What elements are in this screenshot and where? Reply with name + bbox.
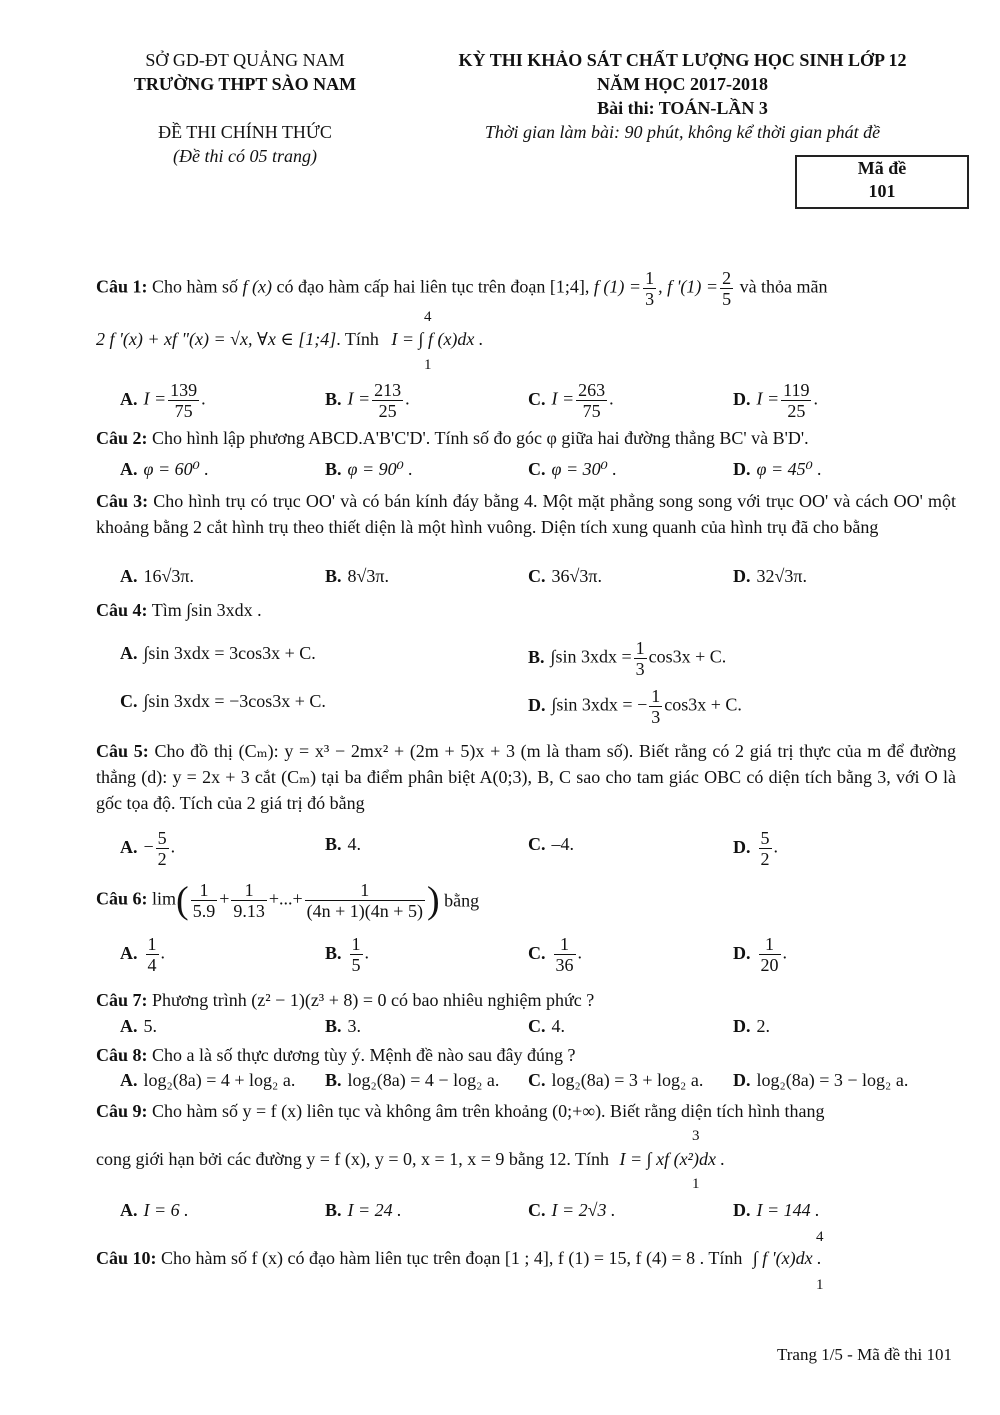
option-letter: D. bbox=[733, 388, 751, 409]
question-1-line2 bbox=[96, 326, 483, 352]
fraction bbox=[576, 380, 607, 421]
question-5-option-c[interactable] bbox=[528, 831, 574, 857]
question-7-option-a[interactable] bbox=[120, 1013, 157, 1039]
option-text: I = 144 . bbox=[756, 1200, 820, 1220]
fraction bbox=[649, 686, 662, 727]
question-1-option-c[interactable]: C. I = $\frac{263}{75}$ . bbox=[528, 380, 614, 421]
numerator: 5 bbox=[760, 828, 770, 848]
question-label: Câu 7: bbox=[96, 990, 148, 1010]
question-1 bbox=[96, 268, 956, 309]
option-text: I = bbox=[347, 388, 371, 409]
question-text: có đạo hàm cấp hai liên tục trên đoạn bbox=[276, 276, 546, 297]
numerator: 1 bbox=[147, 934, 157, 954]
question-label: Câu 10: bbox=[96, 1248, 157, 1268]
question-9-option-a[interactable] bbox=[120, 1197, 189, 1223]
question-9-option-d[interactable] bbox=[733, 1197, 820, 1223]
option-text: log₂(8a) = 3 + log₂ a. bbox=[551, 1070, 704, 1090]
integral-lower-bound: 1 bbox=[424, 357, 432, 373]
denominator: 3 bbox=[635, 659, 645, 679]
question-text: Cho hàm số bbox=[152, 276, 239, 297]
question-3-option-b[interactable] bbox=[325, 563, 389, 589]
question-5-option-a[interactable]: A. − $\frac{5}{2}$ . bbox=[120, 828, 176, 869]
question-text: . Tính bbox=[336, 329, 379, 349]
question-text: Cho hình lập phương ABCD.A'B'C'D'. Tính số đo góc φ giữa hai đường thẳng BC' và B'D'. bbox=[152, 428, 809, 448]
option-text: I = bbox=[551, 388, 575, 409]
option-letter: D. bbox=[733, 1200, 751, 1220]
question-2-option-c[interactable] bbox=[528, 456, 617, 482]
option-letter: A. bbox=[120, 1070, 138, 1090]
option-letter: A. bbox=[120, 836, 138, 857]
exam-code-box bbox=[795, 155, 969, 209]
option-letter: A. bbox=[120, 566, 138, 586]
fraction bbox=[720, 268, 733, 309]
integral-lower-bound: 1 bbox=[692, 1176, 700, 1192]
option-letter: C. bbox=[528, 459, 546, 479]
question-8-option-c[interactable] bbox=[528, 1067, 703, 1093]
question-label: Câu 5: bbox=[96, 741, 149, 761]
denominator: 9.13 bbox=[233, 901, 265, 921]
option-letter: C. bbox=[528, 942, 546, 963]
option-letter: A. bbox=[120, 1200, 138, 1220]
option-text: log₂(8a) = 3 − log₂ a. bbox=[756, 1070, 909, 1090]
integral-expression: I = ∫ xf (x²)dx . bbox=[619, 1149, 725, 1169]
numerator: 2 bbox=[722, 268, 732, 288]
numerator: 139 bbox=[170, 380, 198, 400]
math-expression: , f '(1) = bbox=[658, 276, 719, 297]
question-4-option-b[interactable] bbox=[528, 638, 726, 679]
question-1-option-b[interactable]: B. I = $\frac{213}{25}$ . bbox=[325, 380, 410, 421]
question-text: Phương trình (z² − 1)(z³ + 8) = 0 có bao nhiêu nghiệm phức ? bbox=[152, 990, 595, 1010]
denominator: 5 bbox=[722, 289, 732, 309]
question-label: Câu 9: bbox=[96, 1101, 148, 1121]
question-text: và thỏa mãn bbox=[739, 276, 828, 297]
question-5-option-d[interactable]: D. $\frac{5}{2}$ . bbox=[733, 828, 778, 869]
question-6: Câu 6: lim( $\frac{1}{5.9}$ + $\frac{1}{9.13}$ +...+ $\frac{1}{(4n + 1)(4n + 5)}$ ) bằng bbox=[96, 879, 480, 922]
numerator: 1 bbox=[191, 880, 218, 901]
option-text: φ = 30⁰ . bbox=[551, 459, 617, 479]
fraction bbox=[350, 934, 363, 975]
question-text: bằng bbox=[444, 890, 480, 911]
question-2-option-d[interactable] bbox=[733, 456, 822, 482]
question-text: Cho hàm số y = f (x) liên tục và không âm trên khoảng (0;+∞). Biết rằng diện tích hình thang bbox=[152, 1101, 825, 1121]
right-paren: ) bbox=[426, 879, 440, 922]
option-letter: C. bbox=[528, 1016, 546, 1036]
integral-upper-bound: 3 bbox=[692, 1128, 700, 1144]
question-8-option-b[interactable] bbox=[325, 1067, 499, 1093]
option-text: I = 24 . bbox=[347, 1200, 402, 1220]
option-letter: D. bbox=[528, 694, 546, 715]
option-letter: A. bbox=[120, 643, 138, 663]
numerator: 1 bbox=[351, 934, 361, 954]
question-label: Câu 1: bbox=[96, 276, 148, 297]
integral-upper-bound: 4 bbox=[424, 309, 432, 325]
question-3-option-c[interactable] bbox=[528, 563, 602, 589]
question-2-option-a[interactable] bbox=[120, 456, 209, 482]
question-6-option-d[interactable]: D. $\frac{1}{20}$ . bbox=[733, 934, 787, 975]
numerator: 1 bbox=[305, 880, 425, 901]
question-4-option-a[interactable] bbox=[120, 640, 316, 666]
denominator: 20 bbox=[760, 955, 779, 975]
question-8 bbox=[96, 1042, 956, 1068]
fraction bbox=[305, 880, 425, 921]
option-letter: A. bbox=[120, 459, 138, 479]
numerator: 1 bbox=[554, 934, 576, 955]
question-text: Cho đồ thị (Cₘ): y = x³ − 2mx² + (2m + 5)x + 3 (m là tham số). Biết rằng có 2 giá trị thực của m để đường thẳng (d): y = 2x + 3 cắt (Cₘ) tại ba điểm phân biệt A(0;3), B, C sao cho tam giác OBC có diện tích bằng 3, với O là gốc tọa độ. Tích của 2 giá trị đó bằng bbox=[96, 741, 956, 813]
question-1-option-a[interactable]: A. I = $\frac{139}{75}$ . bbox=[120, 380, 206, 421]
option-text: 2. bbox=[756, 1016, 770, 1036]
denominator: 25 bbox=[787, 401, 806, 421]
fraction bbox=[781, 380, 811, 421]
option-text: 4. bbox=[347, 834, 362, 854]
option-text: 3. bbox=[347, 1016, 362, 1036]
header-left bbox=[95, 48, 395, 168]
fraction bbox=[554, 934, 576, 975]
fraction bbox=[759, 828, 772, 869]
option-letter: B. bbox=[325, 1016, 342, 1036]
ellipsis: +...+ bbox=[268, 888, 303, 909]
denominator: 5 bbox=[351, 955, 361, 975]
page-footer: Trang 1/5 - Mã đề thi 101 bbox=[776, 1345, 952, 1364]
option-letter: C. bbox=[528, 566, 546, 586]
numerator: 213 bbox=[374, 380, 402, 400]
option-text: ∫sin 3xdx = bbox=[550, 646, 632, 667]
question-label: Câu 3: bbox=[96, 491, 149, 511]
option-text: 5. bbox=[143, 1016, 157, 1036]
option-letter: D. bbox=[733, 1070, 751, 1090]
question-3-option-a[interactable] bbox=[120, 563, 194, 589]
denominator: 25 bbox=[378, 401, 397, 421]
fraction bbox=[191, 880, 218, 921]
fraction bbox=[231, 880, 267, 921]
department-name: SỞ GD-ĐT QUẢNG NAM bbox=[145, 50, 345, 70]
question-text: cong giới hạn bởi các đường y = f (x), y = 0, x = 1, x = 9 bằng 12. Tính bbox=[96, 1149, 610, 1169]
option-letter: C. bbox=[528, 1200, 546, 1220]
question-3 bbox=[96, 488, 956, 540]
option-letter: C. bbox=[528, 1070, 546, 1090]
question-3-option-d[interactable] bbox=[733, 563, 807, 589]
header-right bbox=[405, 48, 960, 144]
question-7-option-d[interactable] bbox=[733, 1013, 770, 1039]
integral-expression: ∫ f '(x)dx . bbox=[752, 1248, 822, 1268]
question-label: Câu 8: bbox=[96, 1045, 148, 1065]
option-letter: B. bbox=[325, 388, 342, 409]
question-4 bbox=[96, 597, 956, 623]
option-letter: B. bbox=[325, 834, 342, 854]
option-letter: B. bbox=[325, 1200, 342, 1220]
denominator: (4n + 1)(4n + 5) bbox=[306, 901, 423, 921]
question-9-option-b[interactable] bbox=[325, 1197, 402, 1223]
left-paren: ( bbox=[176, 879, 189, 922]
duration-note: Thời gian làm bài: 90 phút, không kể thời gian phát đề bbox=[484, 122, 881, 142]
numerator: 5 bbox=[157, 828, 167, 848]
question-9-option-c[interactable] bbox=[528, 1197, 616, 1223]
exam-code-label: Mã đề bbox=[857, 158, 907, 178]
question-4-option-d[interactable] bbox=[528, 686, 742, 727]
numerator: 1 bbox=[231, 880, 267, 901]
option-text: φ = 45⁰ . bbox=[756, 459, 822, 479]
fraction bbox=[759, 934, 781, 975]
denominator: 2 bbox=[157, 849, 167, 869]
option-letter: B. bbox=[325, 566, 342, 586]
math-expression: 2 f '(x) + xf "(x) = √x, ∀x ∈ [1;4] bbox=[96, 329, 337, 349]
option-text: 32√3π. bbox=[756, 566, 807, 586]
option-text: –4. bbox=[551, 834, 574, 854]
question-7 bbox=[96, 987, 956, 1013]
question-5-option-b[interactable] bbox=[325, 831, 361, 857]
math-expression: f (1) = bbox=[593, 276, 642, 297]
numerator: 1 bbox=[759, 934, 781, 955]
option-letter: D. bbox=[733, 942, 751, 963]
question-label: Câu 2: bbox=[96, 428, 148, 448]
option-text: φ = 90⁰ . bbox=[347, 459, 413, 479]
question-6-option-a[interactable]: A. $\frac{1}{4}$ . bbox=[120, 934, 165, 975]
option-letter: B. bbox=[528, 646, 545, 667]
math-expression: f (x) bbox=[242, 276, 273, 297]
question-label: Câu 4: bbox=[96, 600, 148, 620]
question-8-option-d[interactable] bbox=[733, 1067, 908, 1093]
denominator: 36 bbox=[555, 955, 574, 975]
option-text: 8√3π. bbox=[347, 566, 389, 586]
fraction bbox=[168, 380, 199, 421]
denominator: 5.9 bbox=[192, 901, 216, 921]
option-text: I = bbox=[143, 388, 167, 409]
question-6-option-c[interactable]: C. $\frac{1}{36}$ . bbox=[528, 934, 582, 975]
question-9 bbox=[96, 1098, 956, 1124]
denominator: 3 bbox=[651, 707, 661, 727]
option-letter: A. bbox=[120, 942, 138, 963]
option-text: I = bbox=[756, 388, 780, 409]
option-letter: D. bbox=[733, 1016, 751, 1036]
option-letter: B. bbox=[325, 942, 342, 963]
numerator: 263 bbox=[578, 380, 606, 400]
question-1-option-d[interactable]: D. I = $\frac{119}{25}$ . bbox=[733, 380, 818, 421]
numerator: 1 bbox=[645, 268, 655, 288]
option-text: 16√3π. bbox=[143, 566, 194, 586]
question-6-option-b[interactable]: B. $\frac{1}{5}$ . bbox=[325, 934, 370, 975]
fraction bbox=[643, 268, 656, 309]
option-text: ∫sin 3xdx = − bbox=[551, 694, 648, 715]
option-text: I = 2√3 . bbox=[551, 1200, 616, 1220]
numerator: 1 bbox=[635, 638, 645, 658]
official-exam-label: ĐỀ THI CHÍNH THỨC bbox=[158, 122, 332, 142]
fraction bbox=[372, 380, 403, 421]
subject: Bài thi: TOÁN-LẦN 3 bbox=[597, 98, 768, 118]
integral-expression: I = ∫ f (x)dx . bbox=[391, 329, 484, 349]
math-expression: [1;4], bbox=[549, 276, 590, 297]
limit-operator: lim bbox=[152, 888, 177, 909]
question-9-line2 bbox=[96, 1146, 725, 1172]
denominator: 3 bbox=[645, 289, 655, 309]
option-letter: C. bbox=[528, 834, 546, 854]
question-2 bbox=[96, 425, 956, 451]
option-letter: D. bbox=[733, 459, 751, 479]
option-letter: C. bbox=[120, 691, 138, 711]
question-5 bbox=[96, 738, 956, 816]
denominator: 4 bbox=[147, 955, 157, 975]
school-year: NĂM HỌC 2017-2018 bbox=[597, 74, 768, 94]
option-letter: A. bbox=[120, 1016, 138, 1036]
question-7-option-c[interactable] bbox=[528, 1013, 565, 1039]
denominator: 2 bbox=[760, 849, 770, 869]
fraction bbox=[634, 638, 647, 679]
option-text: − bbox=[143, 836, 154, 857]
option-text: ∫sin 3xdx = −3cos3x + C. bbox=[143, 691, 326, 711]
fraction bbox=[146, 934, 159, 975]
option-letter: B. bbox=[325, 459, 342, 479]
fraction bbox=[156, 828, 169, 869]
question-10 bbox=[96, 1245, 822, 1271]
numerator: 119 bbox=[783, 380, 810, 400]
denominator: 75 bbox=[174, 401, 193, 421]
option-letter: A. bbox=[120, 388, 138, 409]
option-text: cos3x + C. bbox=[664, 694, 742, 715]
question-label: Câu 6: bbox=[96, 888, 148, 909]
question-text: Tìm ∫sin 3xdx . bbox=[151, 600, 262, 620]
page-count-note: (Đề thi có 05 trang) bbox=[173, 146, 317, 166]
option-text: ∫sin 3xdx = 3cos3x + C. bbox=[143, 643, 316, 663]
integral-upper-bound: 4 bbox=[816, 1229, 824, 1245]
question-text: Cho hàm số f (x) có đạo hàm liên tục trên đoạn [1 ; 4], f (1) = 15, f (4) = 8 . Tính bbox=[161, 1248, 743, 1268]
question-4-option-c[interactable] bbox=[120, 688, 326, 714]
exam-title: KỲ THI KHẢO SÁT CHẤT LƯỢNG HỌC SINH LỚP 12 bbox=[458, 50, 907, 70]
question-2-option-b[interactable] bbox=[325, 456, 413, 482]
option-letter: C. bbox=[528, 388, 546, 409]
numerator: 1 bbox=[651, 686, 661, 706]
option-letter: D. bbox=[733, 566, 751, 586]
option-text: I = 6 . bbox=[143, 1200, 189, 1220]
option-text: φ = 60⁰ . bbox=[143, 459, 209, 479]
denominator: 75 bbox=[582, 401, 601, 421]
school-name: TRƯỜNG THPT SÀO NAM bbox=[133, 74, 357, 94]
option-text: log₂(8a) = 4 + log₂ a. bbox=[143, 1070, 296, 1090]
integral-lower-bound: 1 bbox=[816, 1277, 824, 1293]
option-letter: D. bbox=[733, 836, 751, 857]
option-text: 4. bbox=[551, 1016, 565, 1036]
question-text: Cho a là số thực dương tùy ý. Mệnh đề nào sau đây đúng ? bbox=[152, 1045, 576, 1065]
option-letter: B. bbox=[325, 1070, 342, 1090]
exam-code-value: 101 bbox=[868, 181, 896, 201]
option-text: cos3x + C. bbox=[648, 646, 727, 667]
question-8-option-a[interactable] bbox=[120, 1067, 295, 1093]
question-text: Cho hình trụ có trục OO' và có bán kính đáy bằng 4. Một mặt phẳng song song với trục OO' và cách OO' một khoảng bằng 2 cắt hình trụ theo thiết diện là một hình vuông. Diện tích xung quanh của hình trụ đã cho bằng bbox=[96, 491, 957, 537]
option-text: log₂(8a) = 4 − log₂ a. bbox=[347, 1070, 500, 1090]
option-text: 36√3π. bbox=[551, 566, 602, 586]
question-7-option-b[interactable] bbox=[325, 1013, 361, 1039]
